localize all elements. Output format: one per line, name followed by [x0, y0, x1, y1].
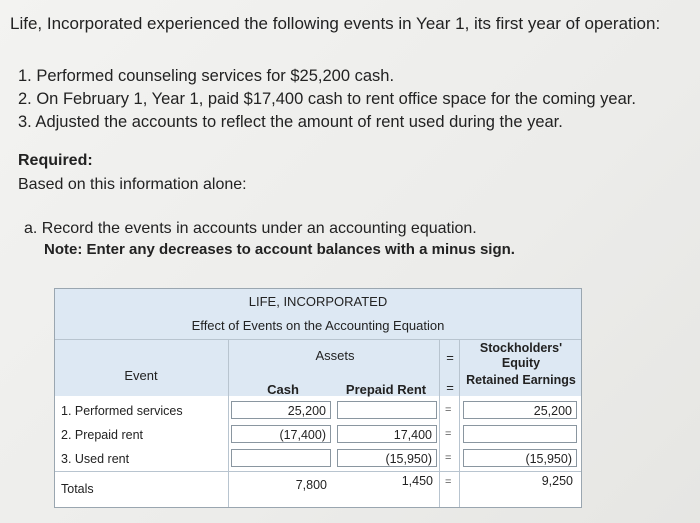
- accounting-equation-table: [54, 288, 582, 508]
- equals-header-1: =: [446, 350, 454, 365]
- question-a: a. Record the events in accounts under an accounting equation.: [24, 220, 477, 237]
- cash-input-2[interactable]: (17,400): [231, 425, 331, 443]
- required-heading: Required:: [18, 152, 93, 169]
- row-event-label: 1. Performed services: [61, 404, 183, 418]
- table-row: [55, 423, 581, 447]
- equals-sign: =: [445, 452, 452, 464]
- totals-row: [55, 471, 581, 504]
- equals-header-2: =: [446, 380, 454, 395]
- company-name: LIFE, INCORPORATED: [248, 294, 388, 309]
- re-input-1[interactable]: 25,200: [463, 401, 577, 419]
- prepaid-input-3[interactable]: (15,950): [337, 449, 437, 467]
- assets-header: Assets: [315, 348, 355, 363]
- totals-label: Totals: [61, 482, 94, 496]
- equals-sign: =: [445, 428, 452, 440]
- table-row: [55, 399, 581, 423]
- event-3-text: 3. Adjusted the accounts to reflect the amount of rent used during the year.: [18, 113, 563, 131]
- table-row: [55, 447, 581, 471]
- event-1-text: 1. Performed counseling services for $25,200 cash.: [18, 67, 395, 85]
- required-body: Based on this information alone:: [18, 176, 247, 193]
- equals-sign: =: [445, 404, 452, 416]
- cash-input-3[interactable]: [231, 449, 331, 467]
- re-input-3[interactable]: (15,950): [463, 449, 577, 467]
- row-event-label: 2. Prepaid rent: [61, 428, 143, 442]
- table-subtitle: Effect of Events on the Accounting Equation: [191, 318, 445, 333]
- row-event-label: 3. Used rent: [61, 452, 130, 466]
- equals-sign: =: [445, 476, 452, 488]
- problem-intro: Life, Incorporated experienced the following events in Year 1, its first year of operation:: [10, 14, 661, 33]
- event-2-text: 2. On February 1, Year 1, paid $17,400 cash to rent office space for the coming year.: [18, 90, 636, 108]
- prepaid-input-2[interactable]: 17,400: [337, 425, 437, 443]
- stockholders-equity-header: Stockholders' Equity: [479, 341, 563, 370]
- instruction-note: Note: Enter any decreases to account balances with a minus sign.: [44, 241, 515, 258]
- re-total: 9,250: [541, 474, 573, 488]
- cash-input-1[interactable]: 25,200: [231, 401, 331, 419]
- column-header: [55, 339, 581, 396]
- table-title-header: [55, 289, 581, 339]
- retained-earnings-header: Retained Earnings: [466, 373, 576, 387]
- cash-total: 7,800: [295, 478, 327, 492]
- event-header: Event: [124, 368, 158, 383]
- cash-header: Cash: [267, 382, 299, 397]
- re-input-2[interactable]: [463, 425, 577, 443]
- prepaid-total: 1,450: [401, 474, 433, 488]
- prepaid-rent-header: Prepaid Rent: [345, 382, 427, 397]
- prepaid-input-1[interactable]: [337, 401, 437, 419]
